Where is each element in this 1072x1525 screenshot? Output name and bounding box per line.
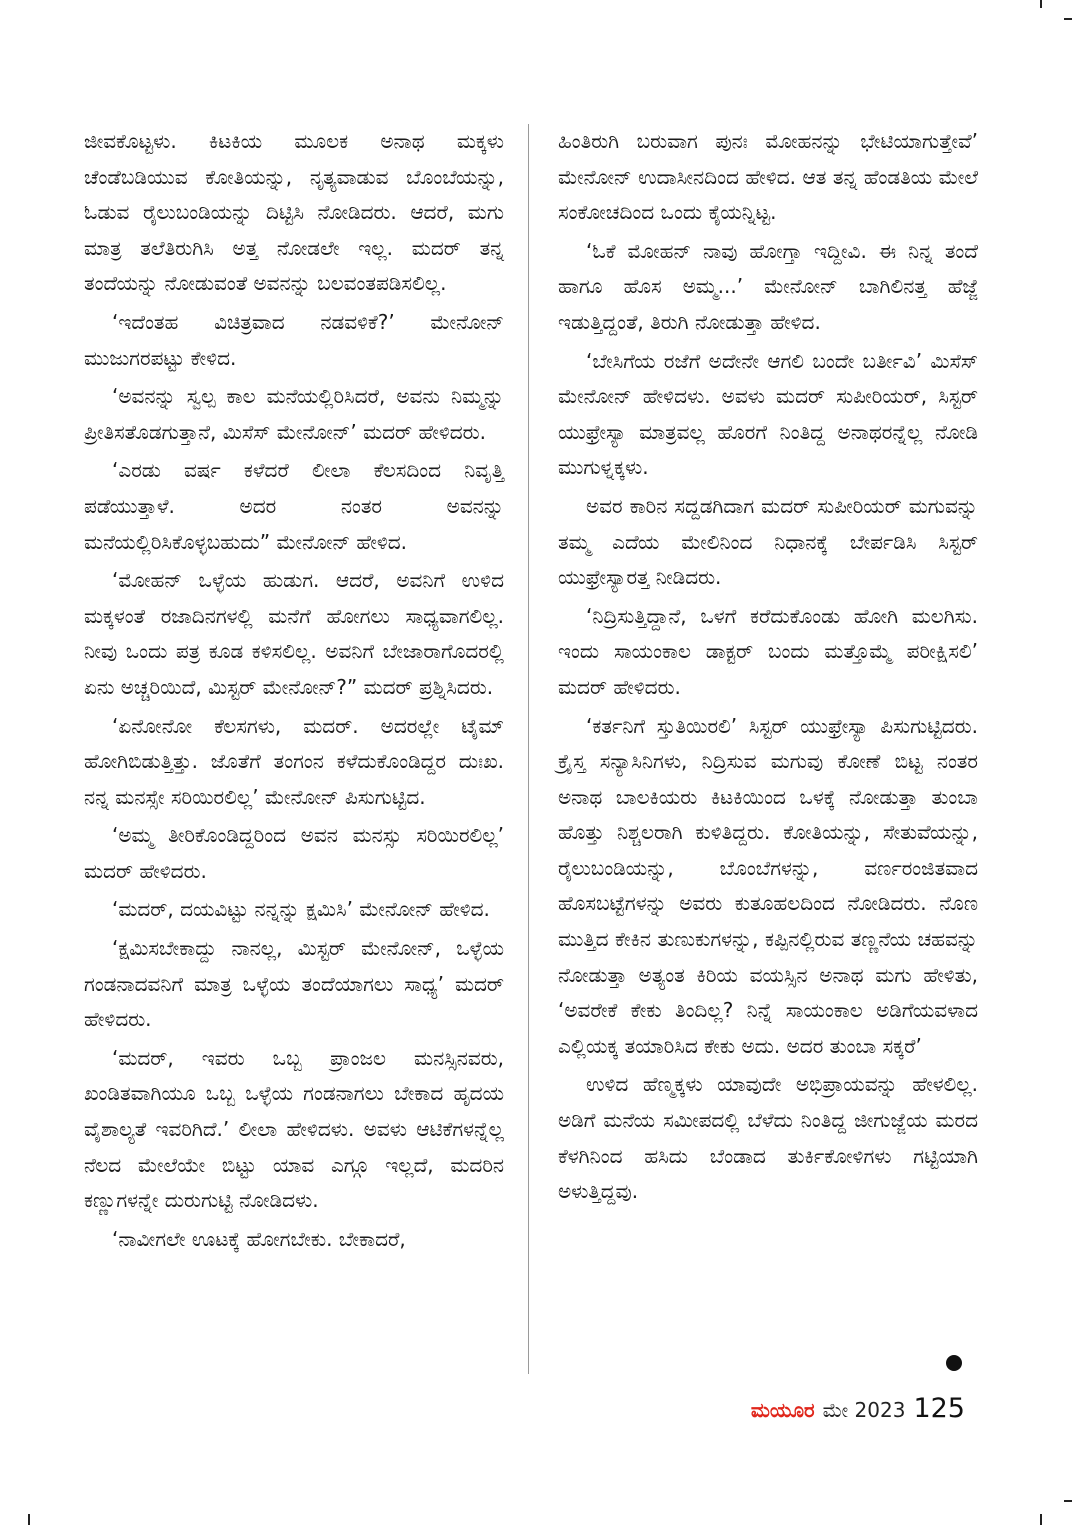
paragraph: ‘ಅವನನ್ನು ಸ್ವಲ್ಪ ಕಾಲ ಮನೆಯಲ್ಲಿರಿಸಿದರೆ, ಅವನು ನಿಮ್ಮನ್ನು ಪ್ರೀತಿಸತೊಡಗುತ್ತಾನೆ, ಮಿಸೆಸ್ ಮೇನೋನ್’ ಮದರ್ ಹೇಳಿದರು.: [84, 384, 504, 444]
paragraph: ‘ನಿದ್ರಿಸುತ್ತಿದ್ದಾನೆ, ಒಳಗೆ ಕರೆದುಕೊಂಡು ಹೋಗಿ ಮಲಗಿಸು. ಇಂದು ಸಾಯಂಕಾಲ ಡಾಕ್ಟರ್ ಬಂದು ಮತ್ತೊಮ್ಮೆ ಪರೀಕ್ಷಿಸಲಿ’ ಮದರ್ ಹೇಳಿದರು.: [558, 603, 978, 699]
paragraph: ‘ಏನೋನೋ ಕೆಲಸಗಳು, ಮದರ್. ಅದರಲ್ಲೇ ಟೈಮ್ ಹೋಗಿಬಿಡುತ್ತಿತ್ತು. ಜೊತೆಗೆ ತಂಗಂನ ಕಳೆದುಕೊಂಡಿದ್ದರ ದುಃಖ. ನನ್ನ ಮನಸ್ಸೇ ಸರಿಯಿರಲಿಲ್ಲ’ ಮೇನೋನ್ ಪಿಸುಗುಟ್ಟಿದ.: [84, 713, 504, 809]
magazine-logo: ಮಯೂರ: [750, 1398, 815, 1422]
article-column-left: [84, 124, 504, 1260]
paragraph: ‘ಮೋಹನ್ ಒಳ್ಳೆಯ ಹುಡುಗ. ಆದರೆ, ಅವನಿಗೆ ಉಳಿದ ಮಕ್ಕಳಂತೆ ರಜಾದಿನಗಳಲ್ಲಿ ಮನೆಗೆ ಹೋಗಲು ಸಾಧ್ಯವಾಗಲಿಲ್ಲ. ನೀವು ಒಂದು ಪತ್ರ ಕೂಡ ಕಳಿಸಲಿಲ್ಲ. ಅವನಿಗೆ ಬೇಜಾರಾಗೊದರಲ್ಲಿ ಏನು ಅಚ್ಚರಿಯಿದೆ, ಮಿಸ್ಟರ್ ಮೇನೋನ್?” ಮದರ್ ಪ್ರಶ್ನಿಸಿದರು.: [84, 568, 504, 699]
column-divider: [528, 124, 529, 1374]
paragraph: ಉಳಿದ ಹೆಣ್ಮಕ್ಕಳು ಯಾವುದೇ ಅಭಿಪ್ರಾಯವನ್ನು ಹೇಳಲಿಲ್ಲ. ಅಡಿಗೆ ಮನೆಯ ಸಮೀಪದಲ್ಲಿ ಬೆಳೆದು ನಿಂತಿದ್ದ ಜೀಗುಜ್ಜೆಯ ಮರದ ಕೆಳಗಿನಿಂದ ಹಸಿದು ಬೆಂಡಾದ ತುರ್ಕಿಕೋಳಿಗಳು ಗಟ್ಟಿಯಾಗಿ ಅಳುತ್ತಿದ್ದವು.: [558, 1072, 978, 1204]
paragraph: ‘ನಾವೀಗಲೇ ಊಟಕ್ಕೆ ಹೋಗಬೇಕು. ಬೇಕಾದರೆ,: [112, 1226, 406, 1251]
paragraph: ಜೀವಕೊಟ್ಟಳು. ಕಿಟಕಿಯ ಮೂಲಕ ಅನಾಥ ಮಕ್ಕಳು ಚೆಂಡೆಬಡಿಯುವ ಕೋತಿಯನ್ನು, ನೃತ್ಯವಾಡುವ ಬೊಂಬೆಯನ್ನು, ಓಡುವ ರೈಲುಬಂಡಿಯನ್ನು ದಿಟ್ಟಿಸಿ ನೋಡಿದರು. ಆದರೆ, ಮಗು ಮಾತ್ರ ತಲೆತಿರುಗಿಸಿ ಅತ್ತ ನೋಡಲೇ ಇಲ್ಲ. ಮದರ್ ತನ್ನ ತಂದೆಯನ್ನು ನೋಡುವಂತೆ ಅವನನ್ನು ಬಲವಂತಪಡಿಸಲಿಲ್ಲ.: [84, 129, 504, 296]
paragraph: ‘ಇದೆಂತಹ ವಿಚಿತ್ರವಾದ ನಡವಳಿಕೆ?’ ಮೇನೋನ್ ಮುಜುಗರಪಟ್ಟು ಕೇಳಿದ.: [84, 309, 504, 370]
crop-mark: [1064, 1500, 1072, 1502]
paragraph: ‘ಮದರ್, ದಯವಿಟ್ಟು ನನ್ನನ್ನು ಕ್ಷಮಿಸಿ’ ಮೇನೋನ್ ಹೇಳಿದ.: [112, 897, 490, 922]
paragraph: ‘ಮದರ್, ಇವರು ಒಬ್ಬ ಪ್ರಾಂಜಲ ಮನಸ್ಸಿನವರು, ಖಂಡಿತವಾಗಿಯೂ ಒಬ್ಬ ಒಳ್ಳೆಯ ಗಂಡನಾಗಲು ಬೇಕಾದ ಹೃದಯ ವೈಶಾಲ್ಯತೆ ಇವರಿಗಿದೆ.’ ಲೀಲಾ ಹೇಳಿದಳು. ಅವಳು ಆಟಿಕೆಗಳನ್ನೆಲ್ಲ ನೆಲದ ಮೇಲೆಯೇ ಬಿಟ್ಟು ಯಾವ ಎಗ್ಗೂ ಇಲ್ಲದೆ, ಮದರಿನ ಕಣ್ಣುಗಳನ್ನೇ ದುರುಗುಟ್ಟಿ ನೋಡಿದಳು.: [84, 1045, 504, 1213]
paragraph: ಹಿಂತಿರುಗಿ ಬರುವಾಗ ಪುನಃ ಮೋಹನನ್ನು ಭೇಟಿಯಾಗುತ್ತೇವೆ’ ಮೇನೋನ್ ಉದಾಸೀನದಿಂದ ಹೇಳಿದ. ಆತ ತನ್ನ ಹೆಂಡತಿಯ ಮೇಲೆ ಸಂಕೋಚದಿಂದ ಒಂದು ಕೈಯನ್ನಿಟ್ಟ.: [558, 129, 978, 225]
page-number: 125: [913, 1393, 965, 1424]
paragraph: ಅವರ ಕಾರಿನ ಸದ್ದಡಗಿದಾಗ ಮದರ್ ಸುಪೀರಿಯರ್ ಮಗುವನ್ನು ತಮ್ಮ ಎದೆಯ ಮೇಲಿನಿಂದ ನಿಧಾನಕ್ಕೆ ಬೇರ್ಪಡಿಸಿ ಸಿಸ್ಟರ್ ಯುಫ್ರೇಸ್ಯಾರತ್ತ ನೀಡಿದರು.: [558, 493, 978, 590]
page-footer: [720, 1393, 965, 1429]
crop-mark: [28, 1514, 30, 1525]
crop-mark: [1064, 18, 1072, 20]
paragraph: ‘ಕ್ಷಮಿಸಬೇಕಾದ್ದು ನಾನಲ್ಲ, ಮಿಸ್ಟರ್ ಮೇನೋನ್, ಒಳ್ಳೆಯ ಗಂಡನಾದವನಿಗೆ ಮಾತ್ರ ಒಳ್ಳೆಯ ತಂದೆಯಾಗಲು ಸಾಧ್ಯ’ ಮದರ್ ಹೇಳಿದರು.: [84, 936, 504, 1032]
paragraph: ‘ಅಮ್ಮ ತೀರಿಕೊಂಡಿದ್ದರಿಂದ ಅವನ ಮನಸ್ಸು ಸರಿಯಿರಲಿಲ್ಲ’ ಮದರ್ ಹೇಳಿದರು.: [84, 823, 504, 883]
issue-date: ಮೇ 2023: [822, 1398, 906, 1422]
crop-mark: [1040, 1514, 1042, 1525]
paragraph: ‘ಎರಡು ವರ್ಷ ಕಳೆದರೆ ಲೀಲಾ ಕೆಲಸದಿಂದ ನಿವೃತ್ತಿ ಪಡೆಯುತ್ತಾಳೆ. ಅದರ ನಂತರ ಅವನನ್ನು ಮನೆಯಲ್ಲಿರಿಸಿಕೊಳ್ಳಬಹುದು” ಮೇನೋನ್ ಹೇಳಿದ.: [84, 458, 504, 554]
article-column-right: [558, 124, 978, 1213]
paragraph: ‘ಕರ್ತನಿಗೆ ಸ್ತುತಿಯಿರಲಿ’ ಸಿಸ್ಟರ್ ಯುಫ್ರೇಸ್ಯಾ ಪಿಸುಗುಟ್ಟಿದರು. ಕ್ರೈಸ್ತ ಸನ್ಯಾಸಿನಿಗಳು, ನಿದ್ರಿಸುವ ಮಗುವು ಕೋಣೆ ಬಿಟ್ಟ ನಂತರ ಅನಾಥ ಬಾಲಕಿಯರು ಕಿಟಕಿಯಿಂದ ಒಳಕ್ಕೆ ನೋಡುತ್ತಾ ತುಂಬಾ ಹೊತ್ತು ನಿಶ್ಚಲರಾಗಿ ಕುಳಿತಿದ್ದರು. ಕೋತಿಯನ್ನು, ಸೇತುವೆಯನ್ನು, ರೈಲುಬಂಡಿಯನ್ನು, ಬೊಂಬೆಗಳನ್ನು, ವರ್ಣರಂಜಿತವಾದ ಹೊಸಬಟ್ಟೆಗಳನ್ನು ಅವರು ಕುತೂಹಲದಿಂದ ನೋಡಿದರು. ನೊಣ ಮುತ್ತಿದ ಕೇಕಿನ ತುಣುಕುಗಳನ್ನು, ಕಪ್ಪಿನಲ್ಲಿರುವ ತಣ್ಣನೆಯ ಚಹವನ್ನು ನೋಡುತ್ತಾ ಅತ್ಯಂತ ಕಿರಿಯ ವಯಸ್ಸಿನ ಅನಾಥ ಮಗು ಹೇಳಿತು, ‘ಅವರೇಕೆ ಕೇಕು ತಿಂದಿಲ್ಲ? ನಿನ್ನೆ ಸಾಯಂಕಾಲ ಅಡಿಗೆಯವಳಾದ ಎಲ್ಲಿಯಕ್ಕ ತಯಾರಿಸಿದ ಕೇಕು ಅದು. ಅದರ ತುಂಬಾ ಸಕ್ಕರೆ’: [558, 713, 978, 1058]
crop-mark: [1040, 0, 1042, 8]
paragraph: ‘ಬೇಸಿಗೆಯ ರಜೆಗೆ ಅದೇನೇ ಆಗಲಿ ಬಂದೇ ಬರ್ತೀವಿ’ ಮಿಸೆಸ್ ಮೇನೋನ್ ಹೇಳಿದಳು. ಅವಳು ಮದರ್ ಸುಪೀರಿಯರ್, ಸಿಸ್ಟರ್ ಯುಫ್ರೇಸ್ಯಾ ಮಾತ್ರವಲ್ಲ ಹೊರಗೆ ನಿಂತಿದ್ದ ಅನಾಥರನ್ನೆಲ್ಲ ನೋಡಿ ಮುಗುಳ್ನಕ್ಕಳು.: [558, 348, 978, 480]
paragraph: ‘ಓಕೆ ಮೋಹನ್ ನಾವು ಹೋಗ್ತಾ ಇದ್ದೀವಿ. ಈ ನಿನ್ನ ತಂದೆ ಹಾಗೂ ಹೊಸ ಅಮ್ಮ...’ ಮೇನೋನ್ ಬಾಗಿಲಿನತ್ತ ಹೆಜ್ಜೆ ಇಡುತ್ತಿದ್ದಂತೆ, ತಿರುಗಿ ನೋಡುತ್ತಾ ಹೇಳಿದ.: [558, 238, 978, 334]
article-end-bullet-icon: [946, 1355, 962, 1371]
